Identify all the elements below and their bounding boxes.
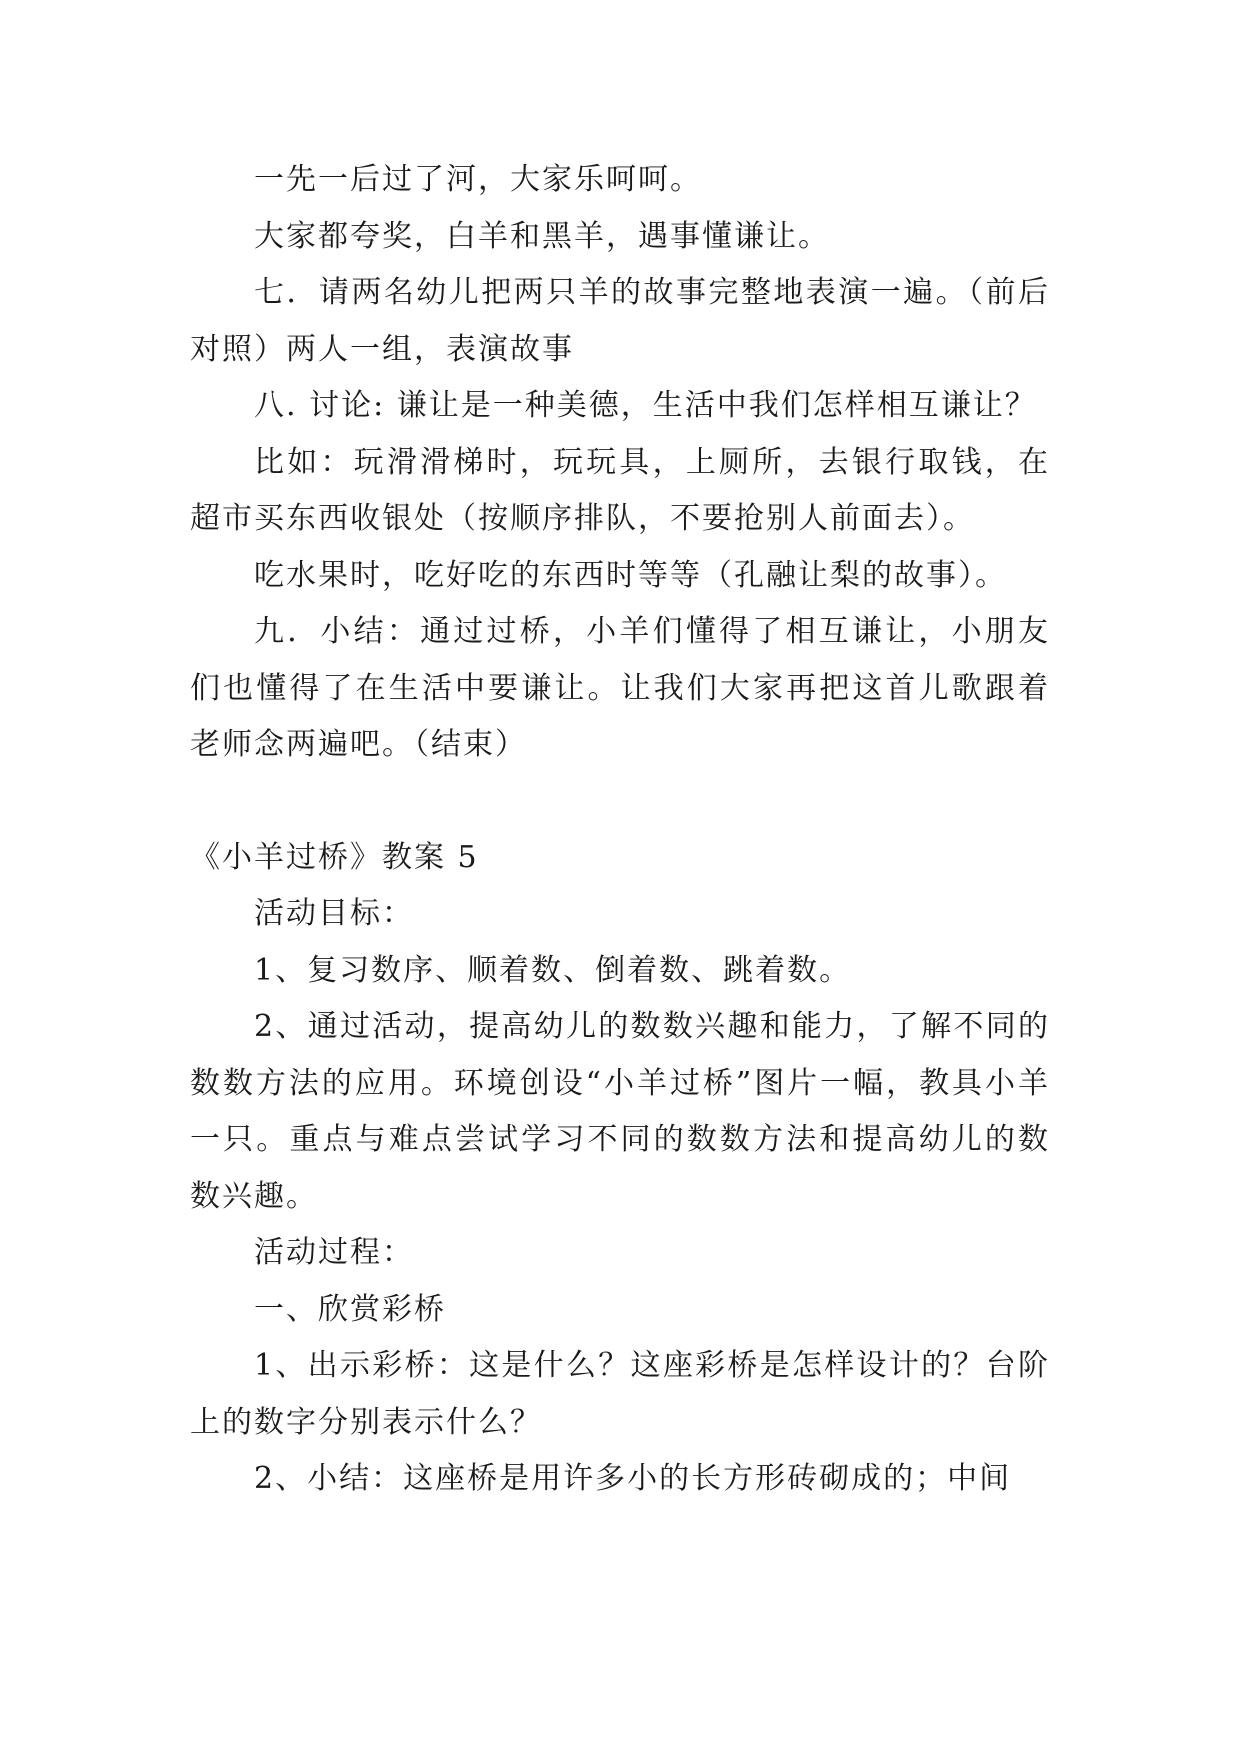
paragraph: 1、复习数序、顺着数、倒着数、跳着数。 bbox=[254, 952, 852, 988]
paragraph: 一、欣赏彩桥 bbox=[254, 1291, 446, 1327]
paragraph: 一先一后过了河，大家乐呵呵。 bbox=[254, 162, 702, 197]
paragraph: 八. 讨论: 谦让是一种美德，生活中我们怎样相互谦让？ bbox=[254, 388, 1037, 423]
paragraph: 2、通过活动，提高幼儿的数数兴趣和能力，了解不同的数数方法的应用。环境创设“小羊过桥”图片一幅，教具小羊一只。重点与难点尝试学习不同的数数方法和提高幼儿的数数兴趣。 bbox=[190, 1009, 1050, 1214]
paragraph: 比如：玩滑滑梯时，玩玩具，上厕所，去银行取钱，在超市买东西收银处（按顺序排队，不要抢别人前面去）。 bbox=[190, 444, 1050, 536]
paragraph: 活动目标： bbox=[254, 896, 414, 931]
paragraph: 1、出示彩桥：这是什么？这座彩桥是怎样设计的？台阶上的数字分别表示什么？ bbox=[190, 1348, 1050, 1440]
paragraph: 大家都夸奖，白羊和黑羊，遇事懂谦让。 bbox=[254, 218, 830, 254]
document-body bbox=[190, 152, 1050, 1508]
paragraph: 七．请两名幼儿把两只羊的故事完整地表演一遍。（前后对照）两人一组，表演故事 bbox=[190, 275, 1050, 367]
paragraph: 九．小结：通过过桥，小羊们懂得了相互谦让，小朋友们也懂得了在生活中要谦让。让我们大家再把这首儿歌跟着老师念两遍吧。（结束） bbox=[190, 614, 1050, 762]
paragraph: 吃水果时，吃好吃的东西时等等（孔融让梨的故事）。 bbox=[254, 557, 1007, 593]
paragraph: 2、小结：这座桥是用许多小的长方形砖砌成的；中间 bbox=[254, 1461, 1012, 1496]
paragraph: 活动过程： bbox=[254, 1235, 414, 1270]
section-title: 《小羊过桥》教案 5 bbox=[190, 839, 479, 875]
